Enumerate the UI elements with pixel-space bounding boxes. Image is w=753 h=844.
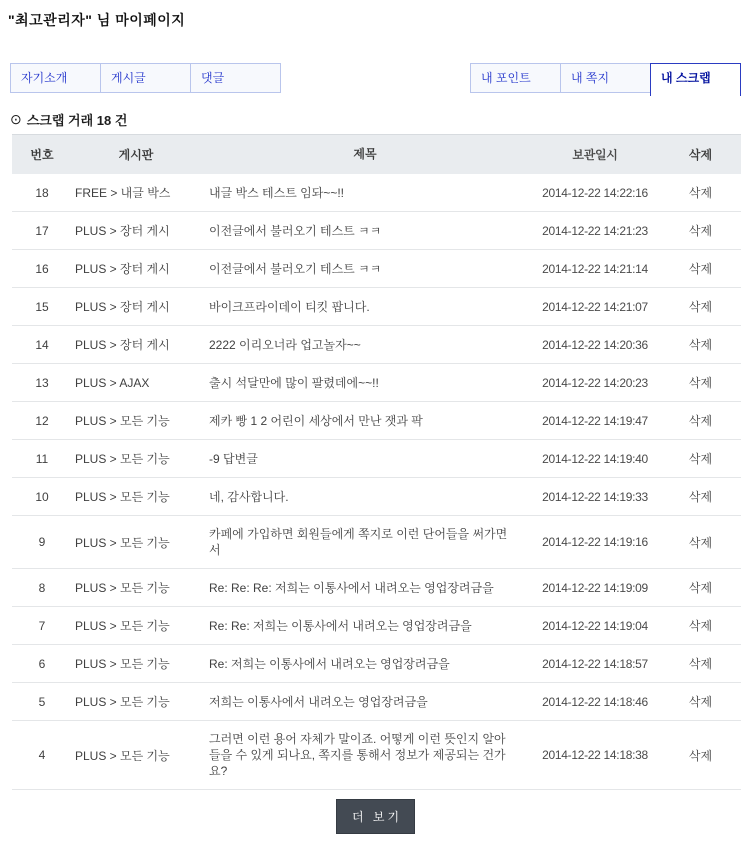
row-date: 2014-12-22 14:18:46 <box>542 694 648 709</box>
scrap-table <box>12 134 741 790</box>
row-date: 2014-12-22 14:19:09 <box>542 580 648 595</box>
row-number: 16 <box>35 261 49 276</box>
row-number: 7 <box>38 618 46 633</box>
row-date: 2014-12-22 14:19:33 <box>542 489 648 504</box>
row-date: 2014-12-22 14:21:23 <box>542 223 648 238</box>
row-number: 13 <box>35 375 49 390</box>
row-delete-link[interactable]: 삭제 <box>688 186 713 200</box>
row-title-link[interactable]: 제카 빵 1 2 어린이 세상에서 만난 잿과 팍 <box>209 413 423 428</box>
row-date: 2014-12-22 14:20:36 <box>542 337 648 352</box>
row-delete-link[interactable]: 삭제 <box>688 535 713 550</box>
row-date: 2014-12-22 14:19:40 <box>542 451 648 466</box>
row-title-link[interactable]: 카페에 가입하면 회원들에게 쪽지로 이런 단어들을 써가면서 <box>209 527 508 557</box>
tab-my-messages[interactable]: 내 쪽지 <box>560 63 651 93</box>
row-date: 2014-12-22 14:19:04 <box>542 618 648 633</box>
row-delete-link[interactable]: 삭제 <box>688 748 713 763</box>
row-delete-link[interactable]: 삭제 <box>688 695 713 709</box>
row-delete-link[interactable]: 삭제 <box>688 224 713 238</box>
table-row <box>12 607 741 645</box>
row-date: 2014-12-22 14:18:57 <box>542 656 648 671</box>
row-date: 2014-12-22 14:19:47 <box>542 413 648 428</box>
row-board: PLUS > 모든 기능 <box>75 695 170 709</box>
row-number: 17 <box>35 223 49 238</box>
row-number: 8 <box>38 580 46 595</box>
row-board: PLUS > 장터 게시 <box>75 300 170 314</box>
row-board: PLUS > 모든 기능 <box>75 748 170 763</box>
row-delete-link[interactable]: 삭제 <box>688 619 713 633</box>
row-board: PLUS > 모든 기능 <box>75 490 170 504</box>
tab-comments[interactable]: 댓글 <box>190 63 281 93</box>
row-board: PLUS > 모든 기능 <box>75 535 170 550</box>
row-number: 10 <box>35 489 49 504</box>
header-date: 보관일시 <box>572 148 618 162</box>
row-board: PLUS > 장터 게시 <box>75 262 170 276</box>
row-title-link[interactable]: 이전글에서 불러오기 테스트 ㅋㅋ <box>209 223 382 238</box>
table-row <box>12 569 741 607</box>
row-number: 12 <box>35 413 49 428</box>
header-number: 번호 <box>30 148 54 162</box>
row-title-link[interactable]: Re: Re: Re: 저희는 이통사에서 내려오는 영업장려금을 <box>209 580 494 595</box>
table-row <box>12 174 741 212</box>
row-delete-link[interactable]: 삭제 <box>688 657 713 671</box>
row-delete-link[interactable]: 삭제 <box>688 490 713 504</box>
row-board: PLUS > 모든 기능 <box>75 581 170 595</box>
row-title-link[interactable]: 그러면 이런 용어 자체가 말이죠. 어떻게 이런 뜻인지 알아들을 수 있게 되나요, 쪽지를 통해서 정보가 제공되는 건가요? <box>209 732 506 778</box>
table-row <box>12 250 741 288</box>
table-row <box>12 683 741 721</box>
row-delete-link[interactable]: 삭제 <box>688 338 713 352</box>
section-header <box>10 110 743 129</box>
row-board: PLUS > 모든 기능 <box>75 657 170 671</box>
row-number: 14 <box>35 337 49 352</box>
row-title-link[interactable]: 2222 이리오너라 업고놀자~~ <box>209 337 361 352</box>
row-board: PLUS > 모든 기능 <box>75 414 170 428</box>
header-delete: 삭제 <box>688 148 713 162</box>
tab-group-right <box>470 63 741 96</box>
more-button-area <box>8 799 743 834</box>
row-board: PLUS > 모든 기능 <box>75 452 170 466</box>
row-number: 11 <box>35 451 49 466</box>
tab-group-left <box>10 63 281 93</box>
header-board: 게시판 <box>118 148 154 162</box>
table-row <box>12 364 741 402</box>
row-delete-link[interactable]: 삭제 <box>688 262 713 276</box>
table-row <box>12 440 741 478</box>
row-date: 2014-12-22 14:19:16 <box>542 535 648 549</box>
row-delete-link[interactable]: 삭제 <box>688 376 713 390</box>
scrap-table-body <box>12 174 741 790</box>
tab-my-scraps[interactable]: 내 스크랩 <box>650 63 741 96</box>
row-delete-link[interactable]: 삭제 <box>688 300 713 314</box>
row-number: 4 <box>38 748 46 762</box>
table-row <box>12 212 741 250</box>
table-header-row <box>12 135 741 174</box>
row-delete-link[interactable]: 삭제 <box>688 581 713 595</box>
table-row <box>12 516 741 569</box>
table-row <box>12 326 741 364</box>
table-row <box>12 721 741 790</box>
page-title: "최고관리자" 님 마이페이지 <box>8 12 186 28</box>
header-title: 제목 <box>353 147 377 161</box>
tab-self-intro[interactable]: 자기소개 <box>10 63 101 93</box>
row-title-link[interactable]: 내글 박스 테스트 임돠~~!! <box>209 185 345 200</box>
row-board: FREE > 내글 박스 <box>75 186 171 200</box>
section-title: 스크랩 거래 18 건 <box>26 113 128 128</box>
row-number: 18 <box>35 185 49 200</box>
table-row <box>12 288 741 326</box>
table-row <box>12 402 741 440</box>
row-title-link[interactable]: -9 답변글 <box>209 451 258 466</box>
row-title-link[interactable]: 출시 석달만에 많이 팔렸데에~~!! <box>209 375 379 390</box>
row-title-link[interactable]: 저희는 이통사에서 내려오는 영업장려금을 <box>209 694 428 709</box>
row-delete-link[interactable]: 삭제 <box>688 452 713 466</box>
row-number: 5 <box>38 694 46 709</box>
row-date: 2014-12-22 14:22:16 <box>542 185 648 200</box>
row-board: PLUS > 장터 게시 <box>75 338 170 352</box>
row-title-link[interactable]: 바이크프라이데이 티킷 팝니다. <box>209 299 370 314</box>
row-board: PLUS > 장터 게시 <box>75 224 170 238</box>
row-title-link[interactable]: Re: Re: 저희는 이통사에서 내려오는 영업장려금을 <box>209 618 472 633</box>
row-board: PLUS > AJAX <box>75 375 150 390</box>
tab-posts[interactable]: 게시글 <box>100 63 191 93</box>
row-date: 2014-12-22 14:21:07 <box>542 299 648 314</box>
table-row <box>12 645 741 683</box>
row-date: 2014-12-22 14:18:38 <box>542 748 648 762</box>
row-number: 15 <box>35 299 49 314</box>
bullet-icon: ⊙ <box>10 111 22 127</box>
row-title-link[interactable]: Re: 저희는 이통사에서 내려오는 영업장려금을 <box>209 656 450 671</box>
row-board: PLUS > 모든 기능 <box>75 619 170 633</box>
row-title-link[interactable]: 이전글에서 불러오기 테스트 ㅋㅋ <box>209 261 382 276</box>
row-number: 6 <box>38 656 46 671</box>
row-date: 2014-12-22 14:20:23 <box>542 375 648 390</box>
tab-my-points[interactable]: 내 포인트 <box>470 63 561 93</box>
row-delete-link[interactable]: 삭제 <box>688 414 713 428</box>
row-title-link[interactable]: 네, 감사합니다. <box>209 489 289 504</box>
row-number: 9 <box>38 535 46 549</box>
more-button[interactable]: 더 보기 <box>336 799 415 834</box>
tab-bar <box>10 63 741 96</box>
row-date: 2014-12-22 14:21:14 <box>542 261 648 276</box>
table-row <box>12 478 741 516</box>
